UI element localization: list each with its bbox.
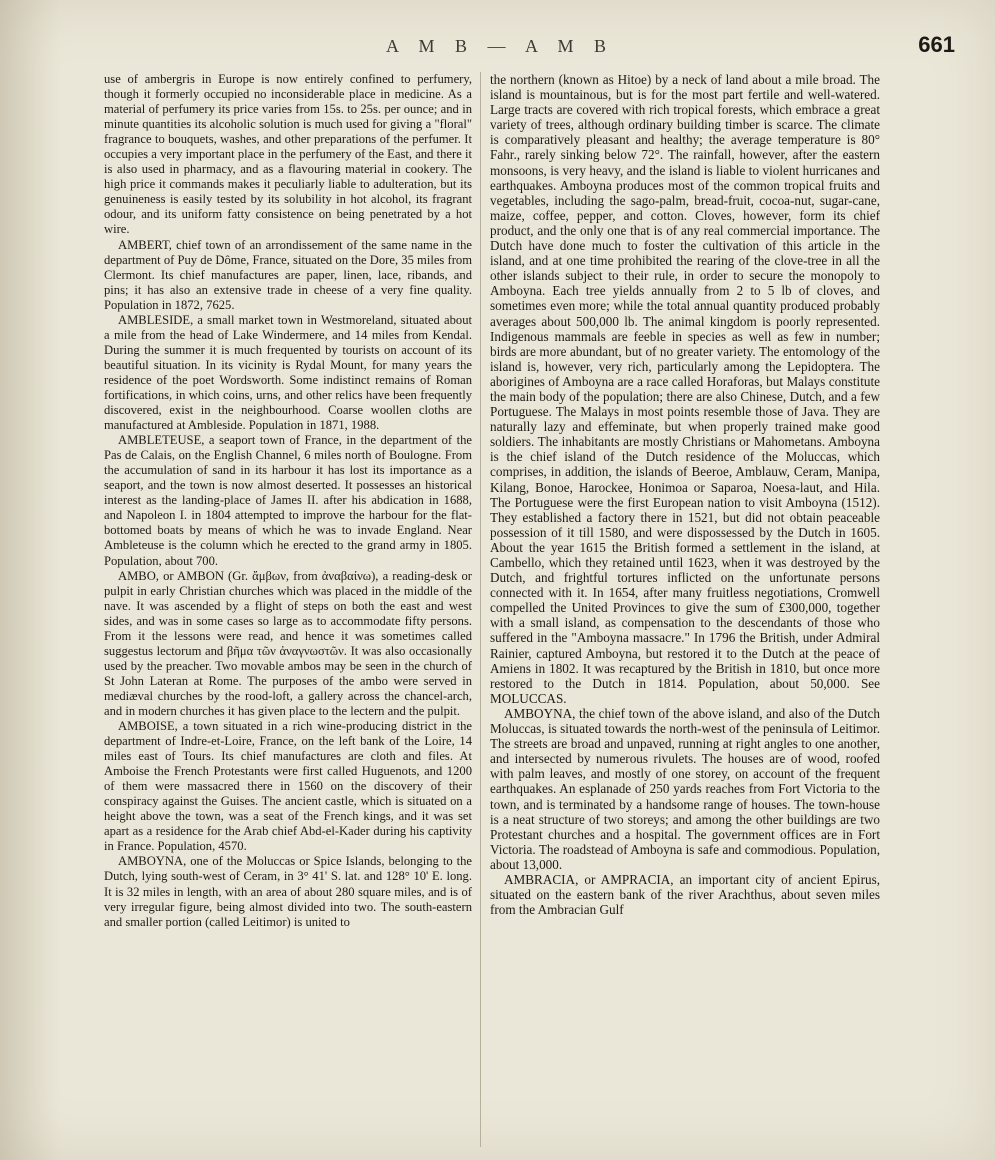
entry-ambracia: AMBRACIA, or AMPRACIA, an important city of ancient Epirus, situated on the eastern bank of the river Arachthus, about seven miles from the Ambracian Gulf <box>490 871 880 918</box>
entry-amboyna-town: AMBOYNA, the chief town of the above island, and also of the Dutch Moluccas, is situated towards the north-west of the peninsula of Leitimor. The streets are broad and unpaved, running at right angles to one another, and intersected by numerous rivulets. The houses are of wood, roofed with palm leaves, and mostly of one storey, on account of the frequent earthquakes. An esplanade of 250 yards reaches from Fort Victoria to the town, and is terminated by a handsome range of houses. The town-house is a neat structure of two storeys; and among the other buildings are two Protestant churches and a hospital. The government offices are in Fort Victoria. The roadstead of Amboyna is safe and commodious. Population, about 13,000. <box>490 705 880 872</box>
entry-ambo: AMBO, or AMBON (Gr. ἄμβων, from ἀναβαίνω), a reading-desk or pulpit in early Christian churches which was placed in the middle of the nave. It was ascended by a flight of steps on both the east and west sides, and was in some cases so large as to accommodate fifty persons. From it the lessons were read, and hence it was sometimes called suggestus lectorum and βῆμα τῶν ἀναγνωστῶν. It was also occasionally used by the preacher. Two movable ambos may be seen in the church of St John Lateran at Rome. The purposes of the ambo were served in mediæval churches by the rood-loft, a gallery across the chancel-arch, and in modern churches it has given place to the lectern and the pulpit. <box>104 568 472 718</box>
paragraph-amboyna-continued: the northern (known as Hitoe) by a neck of land about a mile broad. The island is mountainous, but is for the most part fertile and well-watered. Large tracts are covered with rich tropical forests, which embrace a great variety of trees, although ordinary building timber is scarce. The climate is comparatively pleasant and healthy; the average temperature is 80° Fahr., rarely sinking below 72°. The rainfall, however, after the eastern monsoons, is very heavy, and the island is liable to violent hurricanes and earthquakes. Amboyna produces most of the common tropical fruits and vegetables, including the sago-palm, bread-fruit, cocoa-nut, sugar-cane, maize, coffee, pepper, and cotton. Cloves, however, form its chief product, and the only one that is of any real commercial importance. The Dutch have done much to foster the cultivation of this article in the island, and at one time prohibited the rearing of the clove-tree in all the other islands subject to their rule, in order to secure the monopoly to Amboyna. Each tree yields annually from 2 to 5 lb of cloves, and sometimes even more; while the total annual quantity produced probably averages about 500,000 lb. The animal kingdom is poorly represented. Indigenous mammals are feeble in species as well as few in number; birds are more abundant, but of no greater variety. The entomology of the island is, however, very rich, particularly among the Lepidoptera. The aborigines of Amboyna are a race called Horaforas, but Malays constitute the main body of the population; there are also Chinese, Dutch, and a few Portuguese. The Malays in most points resemble those of Java. They are naturally lazy and effeminate, but when properly trained make good soldiers. The inhabitants are mostly Christians or Mahometans. Amboyna is the chief island of the Dutch residence of the Moluccas, which comprises, in addition, the islands of Beeroe, Amblauw, Ceram, Manipa, Kilang, Bonoe, Harockee, Honimoa or Saparoa, Noesa-laut, and Hila. The Portuguese were the first European nation to visit Amboyna (1512). They established a factory there in 1521, but did not obtain peaceable possession of it till 1580, and were dispossessed by the Dutch in 1605. About the year 1615 the British formed a settlement in the island, at Cambello, which they retained until 1623, when it was destroyed by the Dutch, and frightful tortures inflicted on the unfortunate persons connected with it. In 1654, after many fruitless negotiations, Cromwell compelled the United Provinces to give the sum of £300,000, together with a small island, as compensation to the descendants of those who suffered in the "Amboyna massacre." In 1796 the British, under Admiral Rainier, captured Amboyna, but restored it to the Dutch at the peace of Amiens in 1802. It was recaptured by the British in 1810, but once more restored to the Dutch in 1814. Population, about 50,000. See MOLUCCAS. <box>490 72 880 706</box>
binding-shadow <box>0 0 60 1160</box>
paragraph-ambergris-continued: use of ambergris in Europe is now entirely confined to perfumery, though it formerly occupied no inconsiderable place in medicine. As a material of perfumery its price varies from 15s. to 25s. per ounce; and in minute quantities its alcoholic solution is much used for giving a "floral" fragrance to bouquets, washes, and other preparations of the perfumer. It occupies a very important place in the perfumery of the East, and there it is also used in pharmacy, and as a flavouring material in cookery. The high price it commands makes it peculiarly liable to adulteration, but its genuineness is easily tested by its solubility in hot alcohol, its fragrant odour, and its uniform fatty consistence on being penetrated by a hot wire. <box>104 72 472 237</box>
running-head: A M B — A M B <box>385 36 615 56</box>
right-column <box>490 72 880 1147</box>
entry-ambleside: AMBLESIDE, a small market town in Westmoreland, situated about a mile from the head of Lake Windermere, and 14 miles from Kendal. During the summer it is much frequented by tourists on account of its beautiful situation. In its vicinity is Rydal Mount, for many years the residence of the poet Wordsworth. Some indistinct remains of Roman fortifications, in which coins, urns, and other relics have been frequently discovered, exist in the neighbourhood. Coarse woollen cloths are manufactured at Ambleside. Population in 1871, 1988. <box>104 312 472 433</box>
entry-ambert: AMBERT, chief town of an arrondissement of the same name in the department of Puy de Dôme, France, situated on the Dore, 35 miles from Clermont. Its chief manufactures are paper, linen, lace, ribands, and pins; it has also an extensive trade in cheese of a very fine quality. Population in 1872, 7625. <box>104 237 472 312</box>
entry-amboyna-island: AMBOYNA, one of the Moluccas or Spice Islands, belonging to the Dutch, lying south-west of Ceram, in 3° 41' S. lat. and 128° 10' E. long. It is 32 miles in length, with an area of about 280 square miles, and is of very irregular figure, being almost divided into two. The south-eastern and smaller portion (called Leitimor) is united to <box>104 854 472 929</box>
page-number: 661 <box>918 32 955 57</box>
page-header <box>100 30 970 60</box>
column-divider <box>480 72 481 1147</box>
entry-amboise: AMBOISE, a town situated in a rich wine-producing district in the department of Indre-et-Loire, France, on the left bank of the Loire, 14 miles east of Tours. Its chief manufactures are cloth and files. At Amboise the French Protestants were first called Huguenots, and 1200 of them were massacred there in 1560 on the discovery of their conspiracy against the Guises. The ancient castle, which is situated on a height above the town, was a seat of the French kings, and it was set apart as a residence for the Arab chief Abd-el-Kader during his captivity in France. Population, 4570. <box>104 719 472 854</box>
left-column <box>104 72 472 1147</box>
entry-ambleteuse: AMBLETEUSE, a seaport town of France, in the department of the Pas de Calais, on the English Channel, 6 miles north of Boulogne. From the accumulation of sand in its harbour it has lost its importance as a seaport, and the town is now almost deserted. It possesses an historical interest as the landing-place of James II. after his abdication in 1688, and Napoleon I. in 1804 attempted to improve the harbour for the flat-bottomed boats by means of which he was to invade England. Near Ambleteuse is the column which he erected to the grand army in 1805. Population, about 700. <box>104 433 472 568</box>
